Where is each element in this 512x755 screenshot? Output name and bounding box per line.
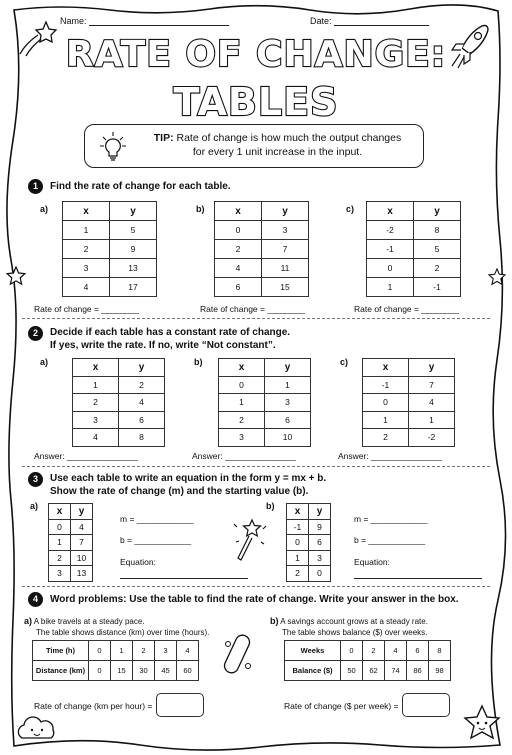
equation-label: Equation:	[120, 557, 156, 567]
table-cell: 0	[215, 221, 262, 240]
page-title: RATE OF CHANGE:	[65, 34, 447, 75]
table-cell: 2	[49, 550, 71, 566]
table-row	[73, 411, 165, 429]
table-row	[63, 240, 157, 259]
cloud-icon	[14, 712, 60, 744]
table-row	[287, 535, 331, 551]
tip-box	[84, 124, 424, 168]
table-header-cell: x	[215, 202, 262, 221]
question-1-heading: Find the rate of change for each table.	[50, 181, 231, 192]
table-label: b)	[266, 501, 275, 511]
table-cell: 74	[385, 661, 407, 681]
q2.tables.0-table	[72, 358, 165, 447]
row-header-cell: Balance ($)	[285, 661, 341, 681]
slope-answer[interactable]: m = ____________	[354, 514, 428, 524]
equation-label: Equation:	[354, 557, 390, 567]
table-cell: 0	[363, 394, 409, 412]
table-cell: 0	[367, 259, 414, 278]
equation-line[interactable]	[120, 578, 248, 579]
table-cell: 5	[414, 240, 461, 259]
table-cell: 2	[215, 240, 262, 259]
question-2-heading	[50, 326, 290, 352]
word-problem-a	[24, 616, 209, 638]
table-cell: 2	[363, 429, 409, 447]
table-cell: 4	[63, 278, 110, 297]
table-cell: 4	[71, 519, 93, 535]
word-problem-b-line-1: A savings account grows at a steady rate.	[280, 617, 428, 626]
table-row	[49, 535, 93, 551]
table-row	[219, 394, 311, 412]
table-header-cell: y	[119, 359, 165, 377]
table-cell: 0	[309, 566, 331, 582]
table-cell: 7	[409, 376, 455, 394]
table-cell: -1	[414, 278, 461, 297]
table-row	[367, 240, 461, 259]
table-cell: 13	[71, 566, 93, 582]
star-icon	[488, 268, 506, 286]
table-cell: 0	[49, 519, 71, 535]
section-divider	[22, 586, 490, 587]
table-header-cell: y	[71, 504, 93, 520]
word-problem-b-line-2: The table shows balance ($) over weeks.	[282, 628, 428, 637]
table-row	[49, 566, 93, 582]
table-cell: -1	[287, 519, 309, 535]
table-row	[33, 641, 199, 661]
table-cell: 6	[407, 641, 429, 661]
table-cell: 6	[215, 278, 262, 297]
table-cell: 2	[219, 411, 265, 429]
constant-rate-answer[interactable]: Answer: _______________	[338, 451, 442, 461]
table-row	[363, 376, 455, 394]
table-cell: 3	[63, 259, 110, 278]
word-problem-a-label: a)	[24, 616, 33, 626]
table-cell: 17	[110, 278, 157, 297]
table-cell: 3	[155, 641, 177, 661]
table-cell: 2	[414, 259, 461, 278]
tip-text	[135, 131, 420, 159]
slope-answer[interactable]: m = ____________	[120, 514, 194, 524]
skateboard-icon	[218, 630, 258, 678]
table-cell: 0	[287, 535, 309, 551]
question-1-number: 1	[28, 179, 43, 194]
table-row	[215, 278, 309, 297]
table-cell: 9	[110, 240, 157, 259]
row-header-cell: Distance (km)	[33, 661, 89, 681]
section-divider	[22, 318, 490, 319]
table-cell: 3	[219, 429, 265, 447]
table-row	[219, 376, 311, 394]
row-header-cell: Time (h)	[33, 641, 89, 661]
equation-line[interactable]	[354, 578, 482, 579]
question-3-heading-line-2: Show the rate of change (m) and the starting value (b).	[50, 486, 309, 497]
rate-of-change-answer[interactable]: Rate of change = ________	[200, 304, 306, 314]
table-cell: -1	[363, 376, 409, 394]
table-cell: 15	[111, 661, 133, 681]
table-cell: 15	[262, 278, 309, 297]
table-cell: 50	[341, 661, 363, 681]
tip-line-1: Rate of change is how much the output changes	[173, 132, 402, 144]
answer-a-label: Rate of change (km per hour) =	[34, 701, 153, 711]
answer-box-b[interactable]	[402, 693, 450, 717]
q1.tables.0-table	[62, 201, 157, 297]
question-3-number: 3	[28, 472, 43, 487]
table-cell: 1	[49, 535, 71, 551]
table-cell: 2	[363, 641, 385, 661]
table-cell: 2	[73, 394, 119, 412]
table-cell: 1	[367, 278, 414, 297]
q3.tables.0-table	[48, 503, 93, 582]
table-cell: 62	[363, 661, 385, 681]
table-cell: 1	[73, 376, 119, 394]
table-header-cell: y	[409, 359, 455, 377]
constant-rate-answer[interactable]: Answer: _______________	[34, 451, 138, 461]
table-cell: 0	[341, 641, 363, 661]
table-cell: 4	[409, 394, 455, 412]
table-row	[363, 429, 455, 447]
table-cell: 4	[385, 641, 407, 661]
table-cell: 8	[414, 221, 461, 240]
table-cell: 1	[265, 376, 311, 394]
table-cell: 86	[407, 661, 429, 681]
table-cell: 45	[155, 661, 177, 681]
table-cell: 3	[49, 566, 71, 582]
table-cell: 1	[363, 411, 409, 429]
q1.tables.2-table	[366, 201, 461, 297]
q2.tables.1-table	[218, 358, 311, 447]
table-cell: 1	[219, 394, 265, 412]
table-header-cell: y	[110, 202, 157, 221]
table-row	[63, 278, 157, 297]
table-header-cell: y	[262, 202, 309, 221]
table-header-cell: x	[219, 359, 265, 377]
table-cell: 30	[133, 661, 155, 681]
name-label: Name:	[60, 16, 87, 26]
table-row	[215, 259, 309, 278]
table-cell: 13	[110, 259, 157, 278]
table-cell: -2	[367, 221, 414, 240]
table-row	[367, 278, 461, 297]
table-label: c)	[346, 204, 355, 214]
table-row	[63, 259, 157, 278]
table-cell: 4	[73, 429, 119, 447]
table-cell: 4	[215, 259, 262, 278]
question-4-number: 4	[28, 592, 43, 607]
table-row	[33, 661, 199, 681]
table-label: b)	[196, 204, 205, 214]
table-header-cell: y	[265, 359, 311, 377]
table-cell: 8	[119, 429, 165, 447]
word-problem-b	[270, 616, 428, 638]
table-cell: 0	[89, 641, 111, 661]
table-cell: 60	[177, 661, 199, 681]
smiling-star-icon	[462, 704, 502, 744]
table-row	[363, 394, 455, 412]
table-cell: 9	[309, 519, 331, 535]
star-icon	[6, 266, 26, 286]
table-cell: 3	[265, 394, 311, 412]
table-cell: 2	[133, 641, 155, 661]
table-cell: 10	[71, 550, 93, 566]
table-row	[49, 519, 93, 535]
word-problem-a-table	[32, 640, 199, 681]
word-problem-a-line-2: The table shows distance (km) over time (hours).	[36, 628, 210, 637]
table-cell: 1	[409, 411, 455, 429]
table-row	[49, 550, 93, 566]
table-row	[63, 221, 157, 240]
lightbulb-icon	[99, 131, 127, 163]
table-row	[287, 550, 331, 566]
question-3-heading-line-1: Use each table to write an equation in the form y = mx + b.	[50, 473, 327, 484]
word-problem-b-label: b)	[270, 616, 279, 626]
table-header-cell: y	[414, 202, 461, 221]
table-cell: 6	[265, 411, 311, 429]
table-cell: 11	[262, 259, 309, 278]
q2.tables.2-table	[362, 358, 455, 447]
date-label: Date:	[310, 16, 332, 26]
table-cell: -2	[409, 429, 455, 447]
q3.tables.1-table	[286, 503, 331, 582]
tip-label: TIP:	[153, 132, 174, 144]
table-cell: 7	[71, 535, 93, 551]
table-row	[215, 221, 309, 240]
table-cell: 7	[262, 240, 309, 259]
table-cell: 1	[111, 641, 133, 661]
table-row	[363, 411, 455, 429]
section-divider	[22, 466, 490, 467]
table-cell: 0	[219, 376, 265, 394]
rate-of-change-answer[interactable]: Rate of change = ________	[354, 304, 460, 314]
constant-rate-answer[interactable]: Answer: _______________	[192, 451, 296, 461]
question-3-heading	[50, 472, 326, 498]
table-header-cell: x	[363, 359, 409, 377]
table-header-cell: x	[367, 202, 414, 221]
table-row	[219, 411, 311, 429]
table-cell: 6	[309, 535, 331, 551]
table-label: a)	[30, 501, 39, 511]
table-cell: 8	[429, 641, 451, 661]
name-field[interactable]	[60, 16, 229, 26]
table-cell: 1	[287, 550, 309, 566]
word-problem-a-line-1: A bike travels at a steady pace.	[33, 617, 145, 626]
table-label: c)	[340, 357, 349, 367]
table-row	[367, 259, 461, 278]
table-cell: 1	[63, 221, 110, 240]
table-cell: 2	[63, 240, 110, 259]
table-row	[287, 566, 331, 582]
q1.tables.1-table	[214, 201, 309, 297]
question-2-heading-line-1: Decide if each table has a constant rate of change.	[50, 327, 291, 338]
table-row	[285, 641, 451, 661]
table-cell: 0	[89, 661, 111, 681]
intercept-answer[interactable]: b = ____________	[120, 535, 192, 545]
page-subtitle: TABLES	[173, 80, 339, 124]
table-cell: 4	[119, 394, 165, 412]
question-2-heading-line-2: If yes, write the rate. If no, write “Not constant”.	[50, 340, 276, 351]
table-row	[285, 661, 451, 681]
row-header-cell: Weeks	[285, 641, 341, 661]
table-cell: 3	[262, 221, 309, 240]
table-row	[73, 394, 165, 412]
table-row	[215, 240, 309, 259]
table-row	[287, 519, 331, 535]
question-2-number: 2	[28, 326, 43, 341]
word-problem-b-table	[284, 640, 451, 681]
magic-wand-icon	[230, 514, 270, 564]
tip-line-2: for every 1 unit increase in the input.	[192, 146, 363, 158]
answer-box-a[interactable]	[156, 693, 204, 717]
table-label: b)	[194, 357, 203, 367]
table-cell: 3	[309, 550, 331, 566]
answer-b-label: Rate of change ($ per week) =	[284, 701, 399, 711]
table-label: a)	[40, 357, 49, 367]
table-label: a)	[40, 204, 49, 214]
table-cell: 98	[429, 661, 451, 681]
table-cell: 3	[73, 411, 119, 429]
date-field[interactable]	[310, 16, 429, 26]
table-header-cell: x	[63, 202, 110, 221]
table-header-cell: x	[287, 504, 309, 520]
intercept-answer[interactable]: b = ____________	[354, 535, 426, 545]
table-cell: 2	[287, 566, 309, 582]
table-cell: 6	[119, 411, 165, 429]
table-row	[219, 429, 311, 447]
rate-of-change-answer[interactable]: Rate of change = ________	[34, 304, 140, 314]
table-cell: 10	[265, 429, 311, 447]
table-row	[73, 376, 165, 394]
table-cell: -1	[367, 240, 414, 259]
table-header-cell: x	[73, 359, 119, 377]
table-header-cell: y	[309, 504, 331, 520]
table-cell: 5	[110, 221, 157, 240]
table-header-cell: x	[49, 504, 71, 520]
question-4-heading: Word problems: Use the table to find the rate of change. Write your answer in the box.	[50, 594, 459, 605]
table-cell: 2	[119, 376, 165, 394]
table-row	[367, 221, 461, 240]
table-row	[73, 429, 165, 447]
table-cell: 4	[177, 641, 199, 661]
